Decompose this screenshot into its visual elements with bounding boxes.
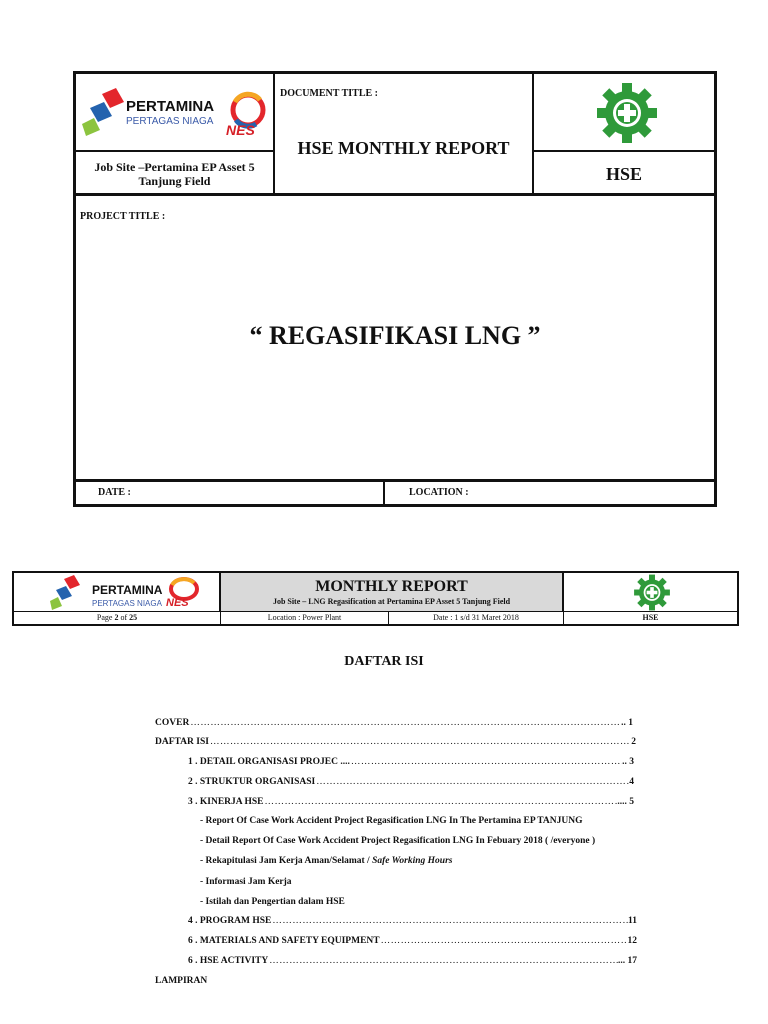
toc-entry-label: 2 . STRUKTUR ORGANISASI xyxy=(188,777,316,787)
toc-leader xyxy=(264,797,618,807)
toc-entry-label: 6 . MATERIALS AND SAFETY EQUIPMENT xyxy=(188,936,380,946)
job-site-cell xyxy=(76,152,275,196)
job-site-line2: Tanjung Field xyxy=(138,174,211,188)
toc-entry[interactable] xyxy=(188,936,637,946)
hse-label: HSE xyxy=(605,164,643,184)
toc-leader xyxy=(350,757,622,767)
toc-entry-page: 2 xyxy=(631,737,636,747)
logo-subtitle: PERTAGAS NIAGA xyxy=(126,116,214,127)
toc-subitem[interactable] xyxy=(200,856,452,866)
toc-entry[interactable] xyxy=(188,916,637,926)
date-cell: Date : 1 s/d 31 Maret 2018 xyxy=(389,612,564,624)
toc-leader xyxy=(268,956,618,966)
document-title-label: DOCUMENT TITLE : xyxy=(280,88,378,99)
toc-entry-label: 4 . PROGRAM HSE xyxy=(188,916,272,926)
hse-gear-cell xyxy=(534,74,714,152)
project-name: “ REGASIFIKASI LNG ” xyxy=(249,321,541,350)
toc-entry-label: 1 . DETAIL ORGANISASI PROJEC .... xyxy=(188,757,350,767)
toc-leader xyxy=(315,777,629,787)
toc-entry[interactable] xyxy=(188,757,634,767)
date-label: DATE : xyxy=(76,482,385,504)
page-total: 25 xyxy=(129,613,138,622)
hse-gear-small-icon xyxy=(628,574,676,611)
toc-entry[interactable] xyxy=(188,777,634,787)
toc-leader xyxy=(189,718,621,728)
toc-subitem-text: - Rekapitulasi Jam Kerja Aman/Selamat / xyxy=(200,856,373,866)
page-header xyxy=(12,571,739,626)
toc-entry[interactable] xyxy=(188,797,634,807)
page-header-info-row xyxy=(14,612,737,624)
hse-gear-icon xyxy=(596,82,658,144)
cover-footer xyxy=(76,479,714,504)
logo-wordmark: PERTAMINA xyxy=(126,98,215,115)
logo-small-wordmark: PERTAMINA xyxy=(92,583,163,597)
toc-entry-page: .... 5 xyxy=(617,797,634,807)
toc-entry[interactable] xyxy=(155,737,636,747)
logo-small-nes: NES xyxy=(166,597,189,609)
cover-block xyxy=(73,71,717,507)
toc-entry-page: 11 xyxy=(628,916,637,926)
hse-cell: HSE xyxy=(642,613,659,622)
toc-entry-label: COVER xyxy=(155,718,190,728)
page-number-cell xyxy=(14,612,221,624)
logo-nes: NES xyxy=(226,122,255,138)
cover-logo-cell xyxy=(76,74,275,152)
toc-subitem-italic: Safe Working Hours xyxy=(372,856,453,866)
toc-subitem[interactable]: - Informasi Jam Kerja xyxy=(200,877,292,887)
page-prefix: Page xyxy=(96,613,115,622)
page-header-title-cell xyxy=(221,573,564,612)
toc-lampiran[interactable]: LAMPIRAN xyxy=(155,976,208,986)
toc-subitem[interactable]: - Report Of Case Work Accident Project Regasification LNG In The Pertamina EP TANJUNG xyxy=(200,816,583,826)
toc-subitem[interactable]: - Detail Report Of Case Work Accident Project Regasification LNG In Febuary 2018 ( /everyone ) xyxy=(200,836,596,846)
document-title: HSE MONTHLY REPORT xyxy=(297,138,510,158)
page-of: of xyxy=(118,613,130,622)
pertamina-logo xyxy=(80,86,270,142)
toc-leader xyxy=(271,916,628,926)
toc-leader xyxy=(380,936,628,946)
cover-header xyxy=(76,74,714,196)
toc-entry-label: DAFTAR ISI xyxy=(155,737,209,747)
toc-entry-page: .. 3 xyxy=(622,757,634,767)
toc-entry-label: 3 . KINERJA HSE xyxy=(188,797,264,807)
toc-entry-page: 4 xyxy=(629,777,634,787)
toc-title: DAFTAR ISI xyxy=(344,654,424,669)
page-number: 2 xyxy=(114,613,119,622)
logo-small-subtitle: PERTAGAS NIAGA xyxy=(92,599,162,608)
toc-entry[interactable] xyxy=(155,718,633,728)
project-title-label: PROJECT TITLE : xyxy=(80,211,166,222)
toc-entry-page: 12 xyxy=(627,936,637,946)
location-label: LOCATION : xyxy=(409,487,469,498)
toc-subitem[interactable]: - Istilah dan Pengertian dalam HSE xyxy=(200,897,345,907)
toc-entry[interactable] xyxy=(188,956,637,966)
toc-leader xyxy=(209,737,631,747)
page-header-logo-cell xyxy=(14,573,221,612)
toc-entry-page: .. 1 xyxy=(621,718,633,728)
job-site-line1: Job Site –Pertamina EP Asset 5 xyxy=(94,160,255,174)
page-header-subtitle: Job Site – LNG Regasification at Pertamina EP Asset 5 Tanjung Field xyxy=(272,597,511,606)
toc-entry-label: 6 . HSE ACTIVITY xyxy=(188,956,269,966)
toc-entry-page: ... 17 xyxy=(618,956,637,966)
page-header-title: MONTHLY REPORT xyxy=(315,578,468,595)
document-title-cell xyxy=(275,74,534,196)
page-header-gear-cell xyxy=(564,573,737,612)
location-cell: Location : Power Plant xyxy=(221,612,389,624)
pertamina-logo-small xyxy=(48,575,208,611)
